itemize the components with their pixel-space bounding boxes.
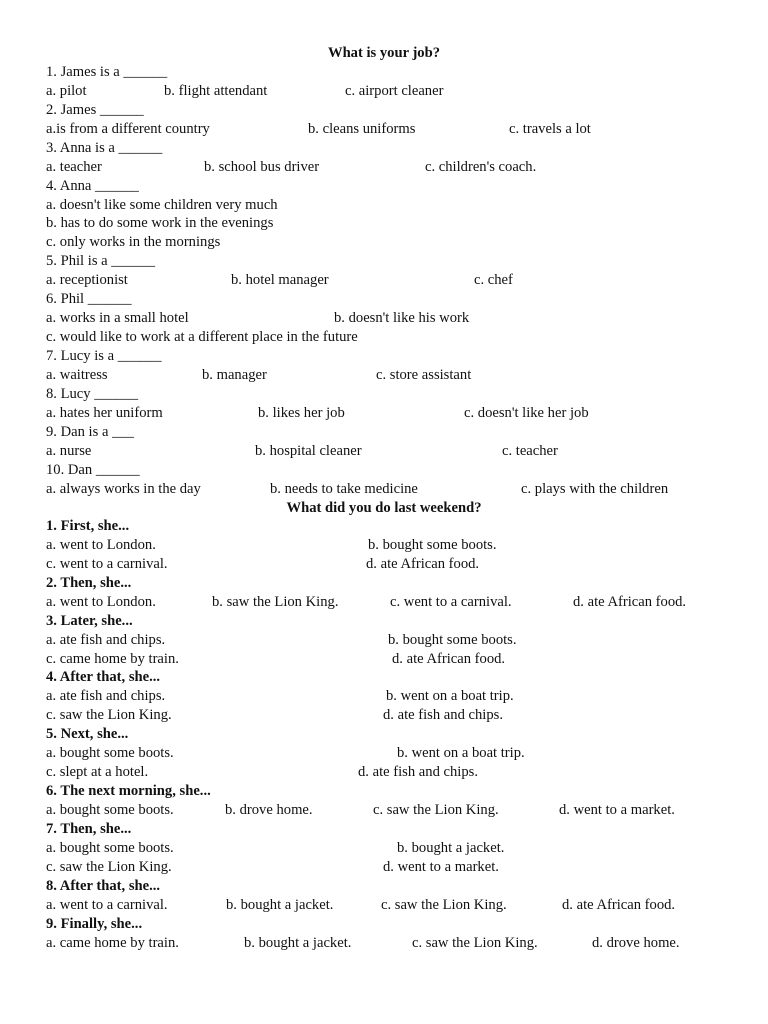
s2-q9-options [0, 934, 768, 953]
option-c: c. travels a lot [509, 121, 591, 137]
s1-q4-option-a [0, 196, 768, 215]
option-a: a. teacher [46, 159, 102, 175]
s1-q5-options [0, 271, 768, 290]
s2-q6-options [0, 801, 768, 820]
s2-q7 [0, 820, 768, 839]
option-a: a. bought some boots. [46, 802, 174, 818]
option-c: c. plays with the children [521, 481, 669, 497]
question-text: 7. Lucy is a ______ [46, 348, 162, 364]
s1-q10-options [0, 480, 768, 499]
option-c: c. came home by train. [46, 651, 179, 667]
option-c: c. went to a carnival. [390, 594, 512, 610]
s1-q3 [0, 139, 768, 158]
option-b: b. drove home. [225, 802, 313, 818]
question-text: 3. Anna is a ______ [46, 140, 163, 156]
s2-q6 [0, 782, 768, 801]
s2-q4 [0, 668, 768, 687]
s1-q5 [0, 252, 768, 271]
s2-q2 [0, 574, 768, 593]
question-text: 2. Then, she... [46, 575, 132, 591]
s2-q1-options-ab [0, 536, 768, 555]
question-text: 1. James is a ______ [46, 64, 168, 80]
option-a: a. receptionist [46, 272, 128, 288]
s1-q8-options [0, 404, 768, 423]
option-b: b. went on a boat trip. [386, 688, 514, 704]
option-c: c. slept at a hotel. [46, 764, 149, 780]
s2-q3-options-ab [0, 631, 768, 650]
s1-q9-options [0, 442, 768, 461]
question-text: 8. After that, she... [46, 878, 161, 894]
option-a: a. went to a carnival. [46, 897, 168, 913]
option-a: a. always works in the day [46, 481, 201, 497]
s1-q9 [0, 423, 768, 442]
s2-q1 [0, 517, 768, 536]
option-b: b. flight attendant [164, 83, 268, 99]
s1-q8 [0, 385, 768, 404]
option-b: b. bought a jacket. [397, 840, 505, 856]
s2-q7-options-ab [0, 839, 768, 858]
question-text: 4. Anna ______ [46, 178, 139, 194]
option-c: c. saw the Lion King. [46, 707, 172, 723]
option-a: a. hates her uniform [46, 405, 163, 421]
question-text: 3. Later, she... [46, 613, 133, 629]
s2-q8-options [0, 896, 768, 915]
question-text: 6. The next morning, she... [46, 783, 211, 799]
section2-title: What did you do last weekend? [286, 500, 482, 516]
option-d: d. ate African food. [562, 897, 676, 913]
option-d: d. ate fish and chips. [383, 707, 503, 723]
section1-title: What is your job? [327, 45, 441, 61]
s2-q5 [0, 725, 768, 744]
s2-q3 [0, 612, 768, 631]
option-b: b. saw the Lion King. [212, 594, 339, 610]
option-a: a. came home by train. [46, 935, 179, 951]
s2-q5-options-ab [0, 744, 768, 763]
option-b: b. likes her job [258, 405, 345, 421]
s2-q9 [0, 915, 768, 934]
s2-q7-options-cd [0, 858, 768, 877]
option-a: a. went to London. [46, 537, 156, 553]
s2-q4-options-cd [0, 706, 768, 725]
option-b: b. went on a boat trip. [397, 745, 525, 761]
option-b: b. school bus driver [204, 159, 320, 175]
option-b: b. bought a jacket. [226, 897, 334, 913]
question-text: 2. James ______ [46, 102, 144, 118]
option-d: d. ate fish and chips. [358, 764, 478, 780]
s1-q4 [0, 177, 768, 196]
option-b: b. cleans uniforms [308, 121, 416, 137]
option-b: b. has to do some work in the evenings [46, 215, 274, 231]
option-a: a. doesn't like some children very much [46, 197, 278, 213]
s1-q4-option-c [0, 233, 768, 252]
option-a: a.is from a different country [46, 121, 210, 137]
s1-q6-option-c [0, 328, 768, 347]
s1-q6 [0, 290, 768, 309]
option-a: a. bought some boots. [46, 745, 174, 761]
question-text: 5. Next, she... [46, 726, 129, 742]
option-b: b. doesn't like his work [334, 310, 470, 326]
option-a: a. bought some boots. [46, 840, 174, 856]
s1-q10 [0, 461, 768, 480]
question-text: 7. Then, she... [46, 821, 132, 837]
question-text: 9. Finally, she... [46, 916, 143, 932]
option-c: c. doesn't like her job [464, 405, 589, 421]
option-c: c. saw the Lion King. [412, 935, 538, 951]
option-d: d. went to a market. [559, 802, 675, 818]
option-b: b. hospital cleaner [255, 443, 362, 459]
option-c: c. went to a carnival. [46, 556, 168, 572]
s2-q2-options [0, 593, 768, 612]
option-c: c. saw the Lion King. [373, 802, 499, 818]
question-text: 6. Phil ______ [46, 291, 132, 307]
option-b: b. hotel manager [231, 272, 329, 288]
option-a: a. ate fish and chips. [46, 688, 166, 704]
question-text: 10. Dan ______ [46, 462, 140, 478]
option-d: d. went to a market. [383, 859, 499, 875]
question-text: 9. Dan is a ___ [46, 424, 134, 440]
option-a: a. works in a small hotel [46, 310, 189, 326]
s1-q7 [0, 347, 768, 366]
option-d: d. ate African food. [366, 556, 480, 572]
s1-q2 [0, 101, 768, 120]
option-a: a. waitress [46, 367, 108, 383]
s2-q1-options-cd [0, 555, 768, 574]
option-c: c. saw the Lion King. [46, 859, 172, 875]
option-c: c. saw the Lion King. [381, 897, 507, 913]
s1-q2-options [0, 120, 768, 139]
s2-q3-options-cd [0, 650, 768, 669]
question-text: 5. Phil is a ______ [46, 253, 156, 269]
option-c: c. would like to work at a different place in the future [46, 329, 358, 345]
option-c: c. airport cleaner [345, 83, 444, 99]
option-a: a. pilot [46, 83, 87, 99]
option-b: b. bought a jacket. [244, 935, 352, 951]
s2-q4-options-ab [0, 687, 768, 706]
option-a: a. went to London. [46, 594, 156, 610]
s1-q4-option-b [0, 214, 768, 233]
option-c: c. chef [474, 272, 513, 288]
option-a: a. nurse [46, 443, 92, 459]
option-d: d. ate African food. [573, 594, 687, 610]
option-b: b. bought some boots. [368, 537, 497, 553]
option-c: c. children's coach. [425, 159, 537, 175]
option-d: d. drove home. [592, 935, 680, 951]
option-c: c. teacher [502, 443, 558, 459]
question-text: 1. First, she... [46, 518, 130, 534]
s1-q1 [0, 63, 768, 82]
option-b: b. needs to take medicine [270, 481, 418, 497]
question-text: 4. After that, she... [46, 669, 161, 685]
question-text: 8. Lucy ______ [46, 386, 139, 402]
s1-q3-options [0, 158, 768, 177]
s1-q6-options [0, 309, 768, 328]
option-b: b. bought some boots. [388, 632, 517, 648]
option-b: b. manager [202, 367, 267, 383]
option-a: a. ate fish and chips. [46, 632, 166, 648]
s2-q5-options-cd [0, 763, 768, 782]
s1-q1-options [0, 82, 768, 101]
s2-q8 [0, 877, 768, 896]
option-d: d. ate African food. [392, 651, 506, 667]
option-c: c. only works in the mornings [46, 234, 221, 250]
option-c: c. store assistant [376, 367, 472, 383]
s1-q7-options [0, 366, 768, 385]
